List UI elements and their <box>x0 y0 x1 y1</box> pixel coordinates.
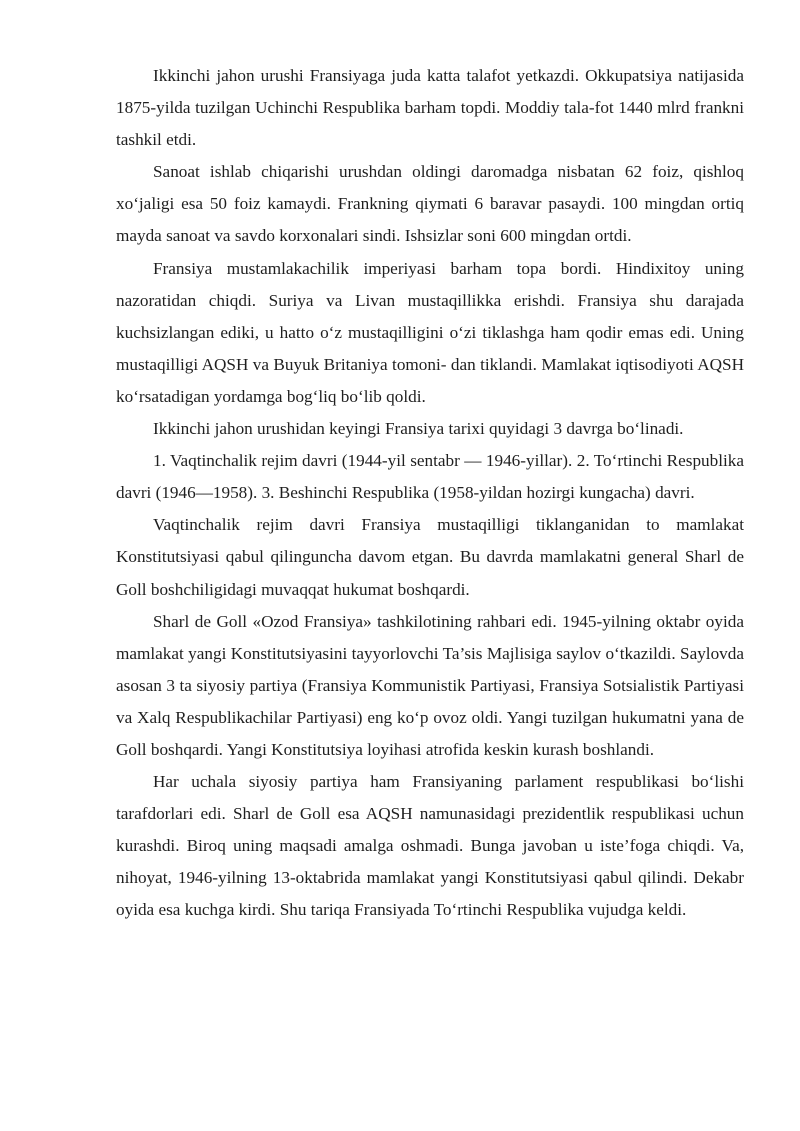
paragraph-2: Sanoat ishlab chiqarishi urushdan oldingi daromadga nisbatan 62 foiz, qishloq xo‘jaligi esa 50 foiz kamaydi. Frankning qiymati 6 baravar pasaydi. 100 mingdan ortiq mayda sanoat va savdo korxonalari sindi. Ishsizlar soni 600 mingdan ortdi. <box>116 162 744 246</box>
paragraph-5: 1. Vaqtinchalik rejim davri (1944-yil sentabr — 1946-yillar). 2. To‘rtinchi Respublika davri (1946—1958). 3. Beshinchi Respublika (1958-yildan hozirgi kungacha) davri. <box>116 451 744 503</box>
paragraph-4: Ikkinchi jahon urushidan keyingi Fransiya tarixi quyidagi 3 davrga bo‘linadi. <box>153 419 684 439</box>
paragraph-1: Ikkinchi jahon urushi Fransiyaga juda katta talafot yetkazdi. Okkupatsiya natijasida 1875-yilda tuzilgan Uchinchi Respublika barham topdi. Moddiy tala-fot 1440 mlrd frankni tashkil etdi. <box>116 66 744 150</box>
paragraph-3: Fransiya mustamlakachilik imperiyasi barham topa bordi. Hindixitoy uning nazoratidan chiqdi. Suriya va Livan mustaqillikka erishdi. Fransiya shu darajada kuchsizlangan ediki, u hatto o‘z mustaqilligini o‘zi tiklashga ham qodir emas edi. Uning mustaqilligi AQSH va Buyuk Britaniya tomoni- dan tiklandi. Mamlakat iqtisodiyoti AQSH ko‘rsatadigan yordamga bog‘liq bo‘lib qoldi. <box>116 258 744 406</box>
paragraph-8: Har uchala siyosiy partiya ham Fransiyaning parlament respublikasi bo‘lishi tarafdorlari edi. Sharl de Goll esa AQSH namunasidagi prezidentlik respublikasi uchun kurashdi. Biroq uning maqsadi amalga oshmadi. Bunga javoban u iste’foga chiqdi. Va, nihoyat, 1946-yilning 13-oktabrida mamlakat yangi Konstitutsiyasi qabul qilindi. Dekabr oyida esa kuchga kirdi. Shu tariqa Fransiyada To‘rtinchi Respublika vujudga keldi. <box>116 772 744 920</box>
paragraph-7: Sharl de Goll «Ozod Fransiya» tashkilotining rahbari edi. 1945-yilning oktabr oyida mamlakat yangi Konstitutsiyasini tayyorlovchi Ta’sis Majlisiga saylov o‘tkazildi. Saylovda asosan 3 ta siyosiy partiya (Fransiya Kommunistik Partiyasi, Fransiya Sotsialistik Partiyasi va Xalq Respublikachilar Partiyasi) eng ko‘p ovoz oldi. Yangi tuzilgan hukumatni yana de Goll boshqardi. Yangi Konstitutsiya loyihasi atrofida keskin kurash boshlandi. <box>116 611 744 759</box>
paragraph-6: Vaqtinchalik rejim davri Fransiya mustaqilligi tiklanganidan to mamlakat Konstitutsiyasi qabul qilinguncha davom etgan. Bu davrda mamlakatni general Sharl de Goll boshchiligidagi muvaqqat hukumat boshqardi. <box>116 515 744 599</box>
document-page <box>116 60 744 927</box>
